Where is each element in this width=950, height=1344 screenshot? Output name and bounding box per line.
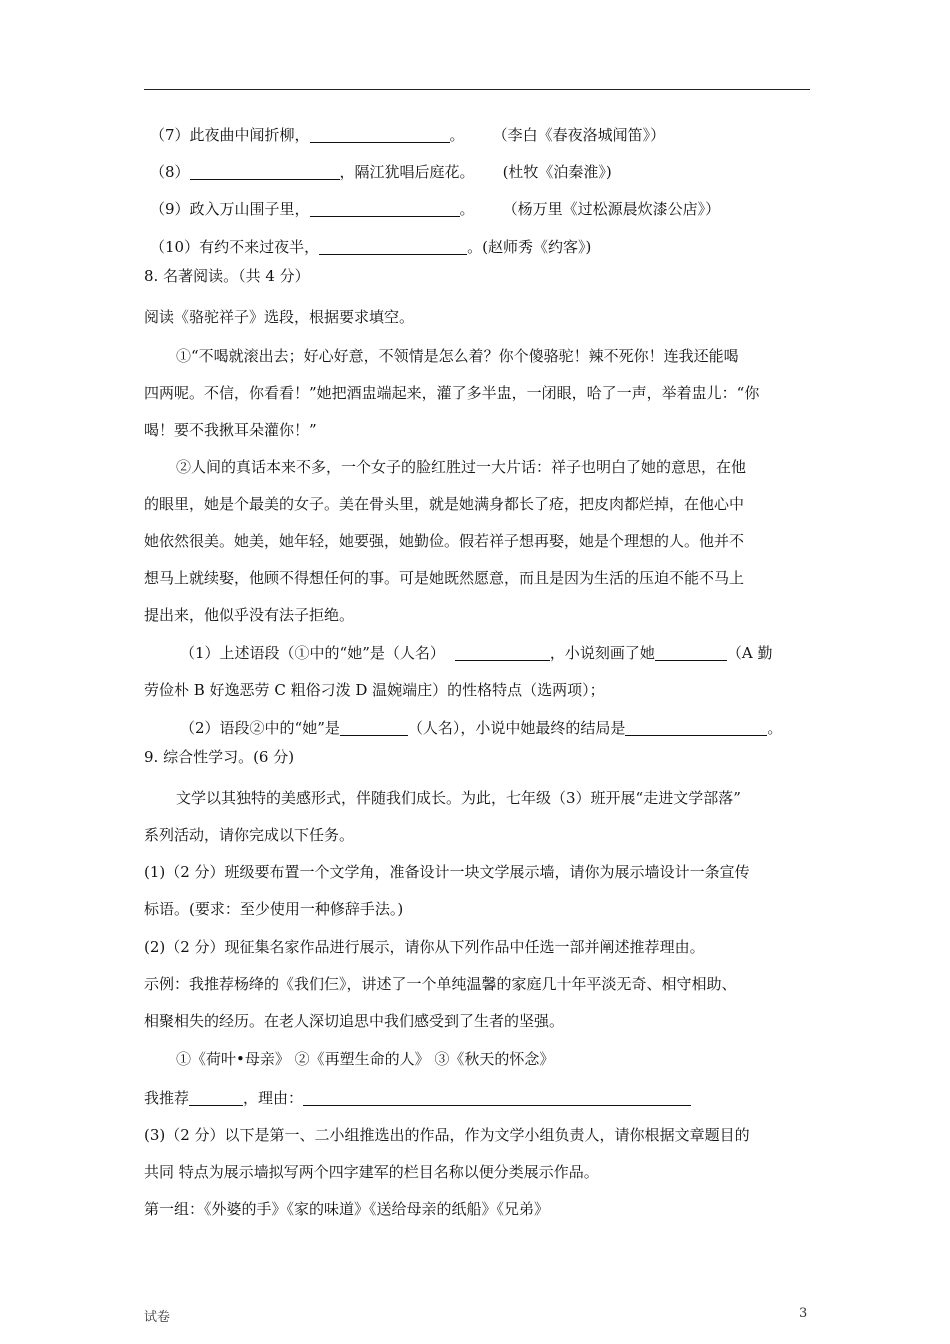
q9-intro-line: 系列活动，请你完成以下任务。 <box>144 826 355 844</box>
poetry-line-9: （9）政入万山围子里， 。 （杨万里《过松源晨炊漆公店》） <box>150 200 721 218</box>
q9-example-line: 示例：我推荐杨绛的《我们仨》，讲述了一个单纯温馨的家庭几十年平淡无奇、相守相助、 <box>144 975 737 993</box>
answer-blank[interactable] <box>319 238 467 255</box>
q8-passage1-line: 四两呢。不信，你看看！”她把酒盅端起来，灌了多半盅，一闭眼，哈了一声，举着盅儿：“你 <box>144 384 760 402</box>
q8-sub2: （2）语段②中的“她”是 （人名），小说中她最终的结局是 。 <box>180 719 783 737</box>
poetry-line-7: （7）此夜曲中闻折柳， 。 （李白《春夜洛城闻笛》） <box>150 126 666 144</box>
q8-passage1-line: ①“不喝就滚出去；好心好意，不领情是怎么着？你个傻骆驼！辣不死你！连我还能喝 <box>176 347 739 365</box>
answer-blank[interactable] <box>655 644 727 661</box>
q9-task1-line: (1)（2 分）班级要布置一个文学角，准备设计一块文学展示墙，请你为展示墙设计一条宣传 <box>144 863 750 881</box>
answer-blank[interactable] <box>310 126 450 143</box>
header-rule <box>144 89 810 90</box>
q8-passage2-line: ②人间的真话本来不多，一个女子的脸红胜过一大片话：祥子也明白了她的意思，在他 <box>176 458 747 476</box>
q8-sub1-options: 劳俭朴 B 好逸恶劳 C 粗俗刁泼 D 温婉端庄）的性格特点（选两项）； <box>144 681 605 699</box>
answer-blank[interactable] <box>340 719 408 736</box>
q8-passage2-line: 想马上就续娶，他顾不得想任何的事。可是她既然愿意，而且是因为生活的压迫不能不马上 <box>144 569 745 587</box>
q9-task2: (2)（2 分）现征集名家作品进行展示，请你从下列作品中任选一部并阐述推荐理由。 <box>144 938 705 956</box>
q8-passage2-line: 她依然很美。她美，她年轻，她要强，她勤俭。假若祥子想再娶，她是个理想的人。他并不 <box>144 532 745 550</box>
q9-task3-line: (3)（2 分）以下是第一、二小组推选出的作品，作为文学小组负责人，请你根据文章题目的 <box>144 1126 750 1144</box>
q8-passage1-line: 喝！要不我揪耳朵灌你！” <box>144 421 317 439</box>
q9-recommend-line: 我推荐 ，理由： <box>144 1087 691 1109</box>
answer-blank[interactable] <box>190 163 340 180</box>
poetry-line-10: （10）有约不来过夜半， 。(赵师秀《约客》) <box>150 238 592 256</box>
q8-intro: 阅读《骆驼祥子》选段，根据要求填空。 <box>144 308 415 326</box>
poetry-line-8: （8） ，隔江犹唱后庭花。 (杜牧《泊秦淮》) <box>150 163 612 181</box>
q9-work-options: ①《荷叶•母亲》 ②《再塑生命的人》 ③《秋天的怀念》 <box>176 1050 555 1068</box>
q9-task3-line: 共同 特点为展示墙拟写两个四字建军的栏目名称以便分类展示作品。 <box>144 1163 599 1181</box>
answer-blank[interactable] <box>310 200 460 217</box>
answer-blank[interactable] <box>303 1089 691 1106</box>
answer-blank[interactable] <box>625 719 767 736</box>
q8-passage2-line: 的眼里，她是个最美的女子。美在骨头里，就是她满身都长了疮，把皮肉都烂掉，在他心中 <box>144 495 745 513</box>
q8-sub1: （1）上述语段（①中的“她”是（人名） ，小说刻画了她 （A 勤 <box>180 644 773 662</box>
q9-task1-line: 标语。(要求：至少使用一种修辞手法。) <box>144 900 404 918</box>
q9-example-line: 相聚相失的经历。在老人深切追思中我们感受到了生者的坚强。 <box>144 1012 565 1030</box>
footer-label: 试卷 <box>144 1310 171 1325</box>
q8-title: 8. 名著阅读。（共 4 分） <box>144 267 310 285</box>
q8-passage2-line: 提出来，他似乎没有法子拒绝。 <box>144 606 355 624</box>
answer-blank[interactable] <box>455 644 550 661</box>
answer-blank[interactable] <box>189 1089 243 1106</box>
q9-group1: 第一组：《外婆的手》《家的味道》《送给母亲的纸船》《兄弟》 <box>144 1200 550 1218</box>
q9-intro-line: 文学以其独特的美感形式，伴随我们成长。为此，七年级（3）班开展“走进文学部落” <box>176 789 741 807</box>
q9-title: 9. 综合性学习。(6 分) <box>144 748 295 766</box>
page-number: 3 <box>799 1306 808 1321</box>
